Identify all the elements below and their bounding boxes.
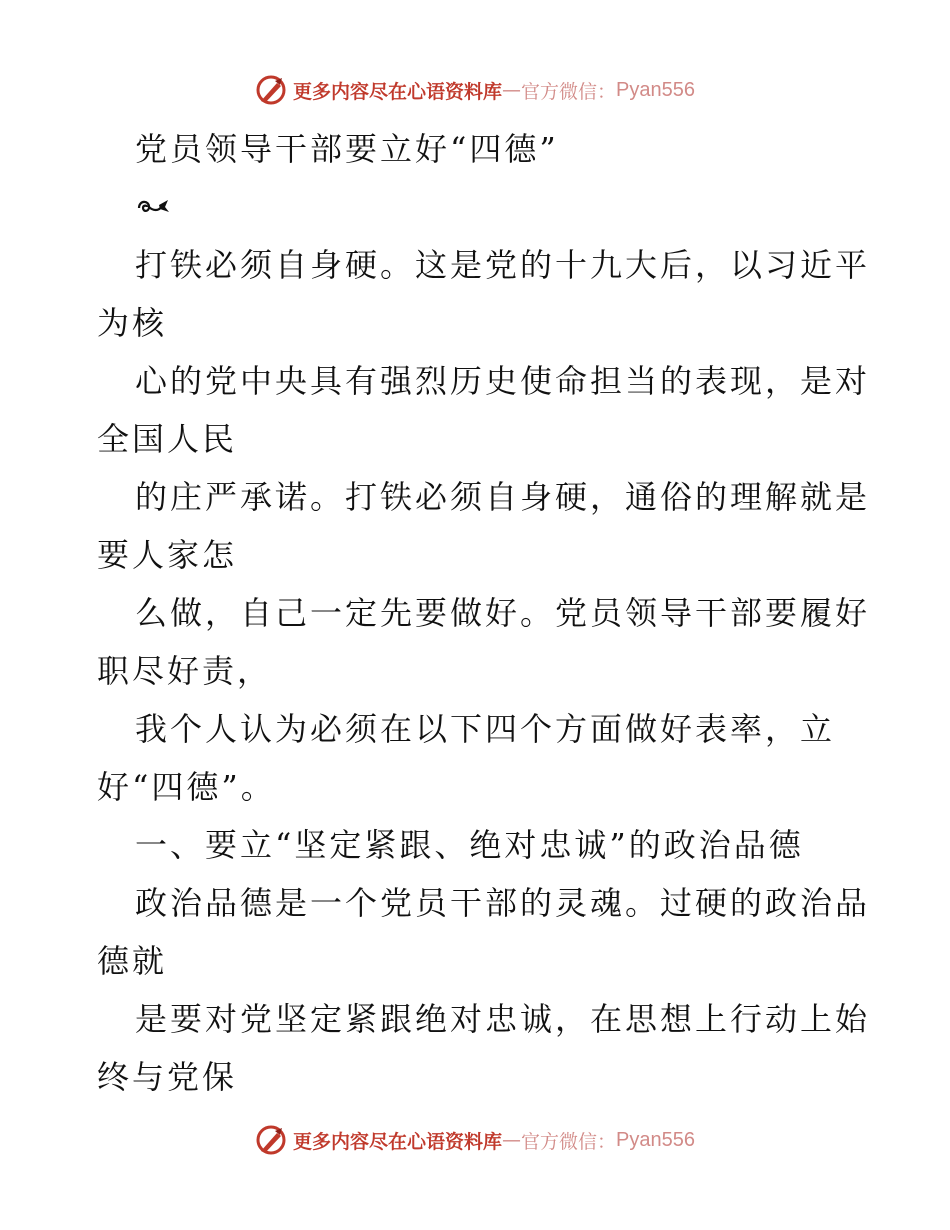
header-banner bbox=[0, 70, 950, 110]
paragraph-line: 终与党保 bbox=[97, 1058, 238, 1096]
paragraph-line: 我个人认为必须在以下四个方面做好表率，立 bbox=[135, 710, 836, 748]
document-body bbox=[97, 120, 871, 1106]
paragraph-line: 么做，自己一定先要做好。党员领导干部要履好 bbox=[135, 594, 871, 632]
paragraph-line: 的庄严承诺。打铁必须自身硬，通俗的理解就是 bbox=[135, 478, 871, 516]
paragraph-line: 心的党中央具有强烈历史使命担当的表现，是对 bbox=[135, 362, 871, 400]
banner-wechat-label: 官方微信： bbox=[521, 80, 617, 103]
banner-wechat-id: Pyan556 bbox=[616, 1128, 695, 1151]
paragraph-line: 为核 bbox=[97, 304, 168, 342]
paragraph-line: 好“四德”。 bbox=[97, 768, 276, 806]
paragraph-line: 打铁必须自身硬。这是党的十九大后，以习近平 bbox=[135, 246, 871, 284]
paragraph-line: 职尽好责， bbox=[97, 652, 273, 690]
section-heading: 一、要立“坚定紧跟、绝对忠诚”的政治品德 bbox=[135, 826, 804, 864]
paragraph-line: 是要对党坚定紧跟绝对忠诚，在思想上行动上始 bbox=[135, 1000, 871, 1038]
pen-logo-icon bbox=[255, 1124, 287, 1156]
flourish-row bbox=[97, 178, 857, 236]
paragraph-line: 德就 bbox=[97, 942, 168, 980]
banner-text: 更多内容尽在心语资料库 bbox=[293, 1130, 503, 1153]
pen-logo-icon bbox=[255, 74, 287, 106]
banner-separator: — bbox=[502, 1129, 522, 1151]
paragraph-line: 要人家怎 bbox=[97, 536, 238, 574]
banner-separator: — bbox=[502, 79, 522, 101]
banner-wechat-label: 官方微信： bbox=[521, 1130, 617, 1153]
paragraph-line: 全国人民 bbox=[97, 420, 238, 458]
banner-wechat-id: Pyan556 bbox=[616, 78, 695, 101]
banner-text: 更多内容尽在心语资料库 bbox=[293, 80, 503, 103]
paragraph-line: 政治品德是一个党员干部的灵魂。过硬的政治品 bbox=[135, 884, 871, 922]
flourish-ornament-icon bbox=[135, 196, 171, 218]
footer-banner bbox=[0, 1120, 950, 1160]
document-title: 党员领导干部要立好“四德” bbox=[135, 130, 559, 168]
